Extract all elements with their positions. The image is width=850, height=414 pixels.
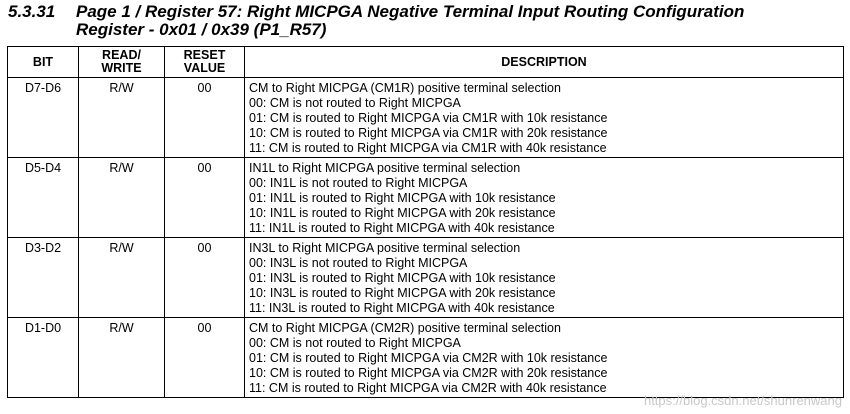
header-bit: BIT: [8, 47, 79, 78]
header-reset-value: [165, 47, 245, 78]
header-read-write-line2: WRITE: [101, 61, 142, 75]
description-cell: [245, 238, 844, 318]
description-line: 10: IN3L is routed to Right MICPGA with 20k resistance: [249, 286, 556, 300]
description-line: 11: CM is routed to Right MICPGA via CM2R with 40k resistance: [249, 381, 607, 395]
description-line: 01: CM is routed to Right MICPGA via CM1R with 10k resistance: [249, 111, 608, 125]
description-line: 01: CM is routed to Right MICPGA via CM2R with 10k resistance: [249, 351, 608, 365]
description-line: 00: CM is not routed to Right MICPGA: [249, 336, 461, 350]
bit-cell: D5-D4: [8, 158, 79, 238]
header-reset-line1: RESET: [183, 48, 226, 62]
description-line: 10: IN1L is routed to Right MICPGA with 20k resistance: [249, 206, 556, 220]
reset-value-cell: 00: [165, 78, 245, 158]
read-write-cell: R/W: [79, 78, 165, 158]
read-write-cell: R/W: [79, 158, 165, 238]
header-description: DESCRIPTION: [245, 47, 844, 78]
header-read-write-line1: READ/: [102, 48, 141, 62]
description-line: 11: CM is routed to Right MICPGA via CM1R with 40k resistance: [249, 141, 607, 155]
description-line: 10: CM is routed to Right MICPGA via CM2R with 20k resistance: [249, 366, 608, 380]
section-title-line1: Page 1 / Register 57: Right MICPGA Negative Terminal Input Routing Configuration: [76, 2, 745, 21]
read-write-cell: R/W: [79, 238, 165, 318]
description-cell: [245, 158, 844, 238]
register-table: [7, 46, 844, 398]
description-line: 01: IN3L is routed to Right MICPGA with 10k resistance: [249, 271, 556, 285]
description-line: 10: CM is routed to Right MICPGA via CM1R with 20k resistance: [249, 126, 608, 140]
table-row: [8, 158, 844, 238]
header-read-write: [79, 47, 165, 78]
description-line: 00: CM is not routed to Right MICPGA: [249, 96, 461, 110]
section-title: [8, 3, 846, 39]
description-line: 01: IN1L is routed to Right MICPGA with 10k resistance: [249, 191, 556, 205]
read-write-cell: R/W: [79, 318, 165, 398]
reset-value-cell: 00: [165, 318, 245, 398]
header-reset-line2: VALUE: [183, 61, 226, 75]
reset-value-cell: 00: [165, 158, 245, 238]
description-cell: [245, 318, 844, 398]
bit-cell: D3-D2: [8, 238, 79, 318]
description-line: IN1L to Right MICPGA positive terminal selection: [249, 161, 521, 175]
table-row: [8, 238, 844, 318]
description-line: 00: IN3L is not routed to Right MICPGA: [249, 256, 468, 270]
description-line: 00: IN1L is not routed to Right MICPGA: [249, 176, 468, 190]
description-line: CM to Right MICPGA (CM1R) positive terminal selection: [249, 81, 561, 95]
description-line: 11: IN3L is routed to Right MICPGA with 40k resistance: [249, 301, 555, 315]
table-header-row: [8, 47, 844, 78]
description-line: CM to Right MICPGA (CM2R) positive terminal selection: [249, 321, 561, 335]
description-line: IN3L to Right MICPGA positive terminal selection: [249, 241, 521, 255]
table-row: [8, 318, 844, 398]
table-row: [8, 78, 844, 158]
bit-cell: D1-D0: [8, 318, 79, 398]
watermark: https://blog.csdn.net/shunrenwang: [643, 393, 842, 408]
bit-cell: D7-D6: [8, 78, 79, 158]
description-line: 11: IN1L is routed to Right MICPGA with 40k resistance: [249, 221, 555, 235]
section-number: 5.3.31: [8, 2, 56, 21]
reset-value-cell: 00: [165, 238, 245, 318]
section-title-line2: Register - 0x01 / 0x39 (P1_R57): [76, 20, 327, 39]
description-cell: [245, 78, 844, 158]
